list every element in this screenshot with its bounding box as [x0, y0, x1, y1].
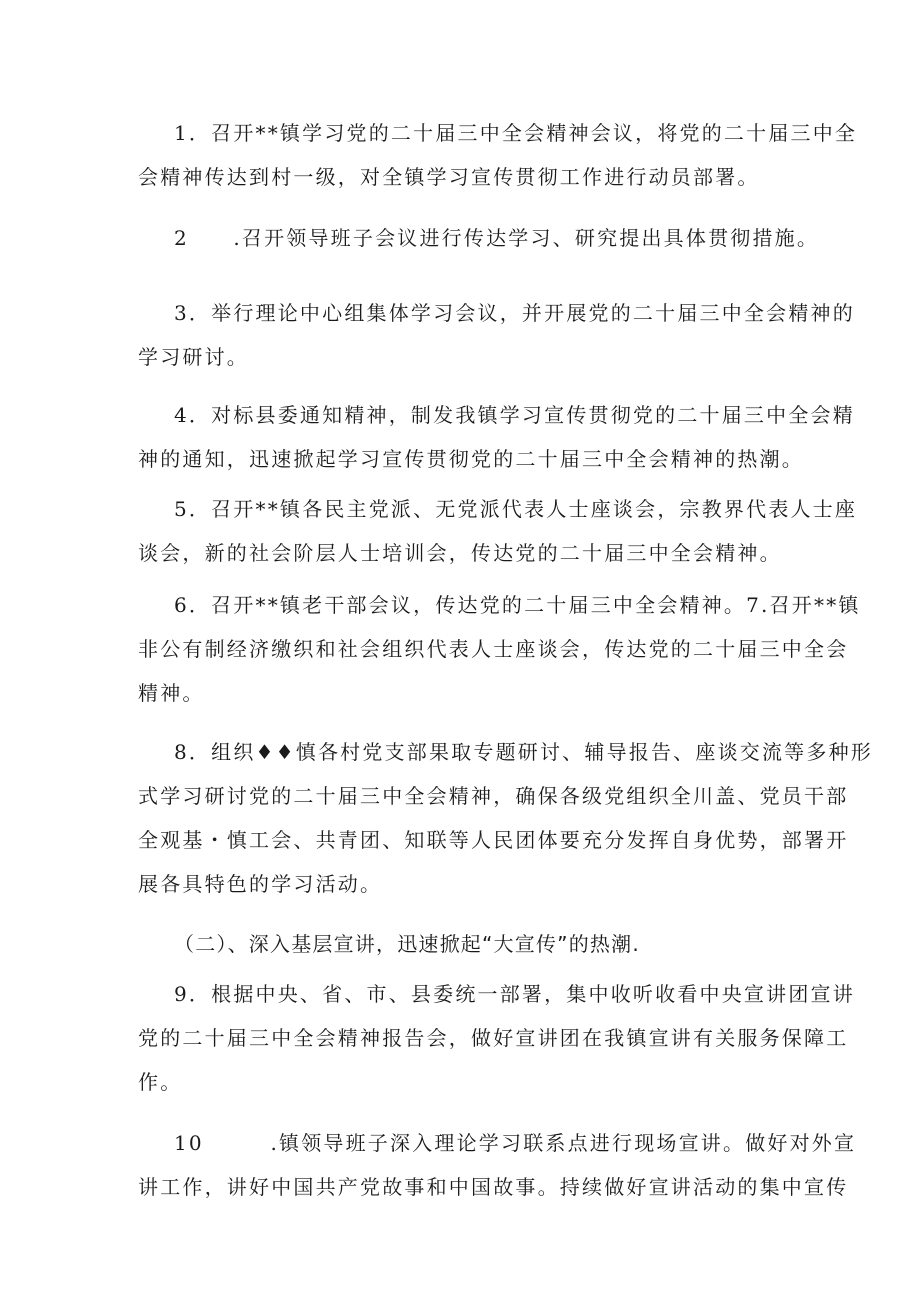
paragraph-line: 谈会，新的社会阶层人士培训会，传达党的二十届三中全会精神。	[138, 541, 782, 565]
paragraph-3	[138, 291, 855, 379]
paragraph-line: 10 .镇领导班子深入理论学习联系点进行现场宣讲。做好对外宣	[174, 1131, 857, 1155]
paragraph-line: 学习研讨。	[138, 345, 249, 369]
section-heading	[138, 922, 788, 966]
paragraph-6	[138, 583, 861, 715]
paragraph-1	[138, 111, 858, 199]
paragraph-line: 式学习研讨党的二十届三中全会精神，确保各级党组织全川盖、党员干部	[138, 784, 849, 808]
paragraph-line: 讲工作，讲好中国共产党故事和中国故事。持续做好宣讲活动的集中宣传	[138, 1175, 849, 1199]
paragraph-8	[138, 730, 873, 906]
paragraph-line: 精神。	[138, 681, 205, 705]
paragraph-9	[138, 972, 855, 1104]
paragraph-line: 8．组织♦♦慎各村党支部果取专题研讨、辅导报告、座谈交流等多种形	[174, 740, 873, 764]
paragraph-line: 神的通知，迅速掀起学习宣传贯彻党的二十届三中全会精神的热潮。	[138, 447, 804, 471]
paragraph-line: 党的二十届三中全会精神报告会，做好宣讲团在我镇宣讲有关服务保障工	[138, 1026, 849, 1050]
paragraph-line: 2 .召开领导班子会议进行传达学习、研究提出具体贯彻措施。	[174, 226, 820, 250]
paragraph-line: 5．召开**镇各民主党派、无党派代表人士座谈会，宗教界代表人士座	[174, 497, 858, 521]
paragraph-line: 6．召开**镇老干部会议，传达党的二十届三中全会精神。7.召开**镇	[174, 593, 861, 617]
paragraph-line: 会精神传达到村一级，对全镇学习宣传贯彻工作进行动员部署。	[138, 165, 760, 189]
paragraph-line: 非公有制经济缴织和社会组织代表人士座谈会，传达党的二十届三中全会	[138, 637, 849, 661]
paragraph-line: 展各具特色的学习活动。	[138, 872, 383, 896]
paragraph-4	[138, 393, 855, 481]
paragraph-line: 全观基・慎工会、共青团、知联等人民团体要充分发挥自身优势，部署开	[138, 828, 849, 852]
paragraph-line: 作。	[138, 1070, 183, 1094]
paragraph-line: 4．对标县委通知精神，制发我镇学习宣传贯彻党的二十届三中全会精	[174, 403, 855, 427]
paragraph-10	[138, 1121, 857, 1209]
paragraph-line: 9．根据中央、省、市、县委统一部署，集中收听收看中央宣讲团宣讲	[174, 982, 855, 1006]
section-heading-text: （二）、深入基层宣讲，迅速掀起“大宣传”的热潮.	[174, 932, 640, 956]
paragraph-5	[138, 487, 858, 575]
paragraph-line: 3．举行理论中心组集体学习会议，并开展党的二十届三中全会精神的	[174, 301, 855, 325]
paragraph-2	[138, 216, 820, 260]
paragraph-line: 1．召开**镇学习党的二十届三中全会精神会议，将党的二十届三中全	[174, 121, 858, 145]
